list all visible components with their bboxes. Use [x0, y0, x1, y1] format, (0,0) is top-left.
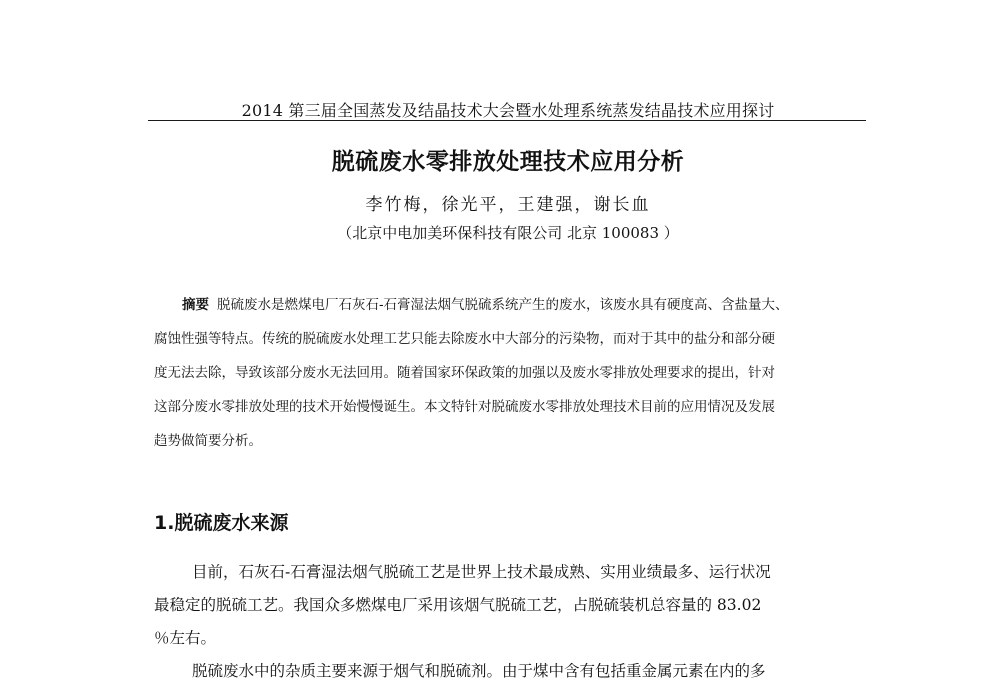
body-line: ％左右。 — [154, 629, 217, 647]
section-body — [154, 556, 862, 688]
header-rule — [148, 120, 866, 121]
section-heading: 1.脱硫废水来源 — [154, 512, 289, 534]
body-line: 脱硫废水中的杂质主要来源于烟气和脱硫剂。由于煤中含有包括重金属元素在内的多 — [192, 662, 766, 680]
body-line: 最稳定的脱硫工艺。我国众多燃煤电厂采用该烟气脱硫工艺，占脱硫装机总容量的 83.02 — [154, 596, 762, 614]
body-line: 目前，石灰石-石膏湿法烟气脱硫工艺是世界上技术最成熟、实用业绩最多、运行状况 — [192, 563, 771, 581]
abstract-line: 度无法去除，导致该部分废水无法回用。随着国家环保政策的加强以及废水零排放处理要求的提出，针对 — [154, 365, 775, 381]
abstract-line: 趋势做简要分析。 — [154, 433, 262, 449]
paper-title: 脱硫废水零排放处理技术应用分析 — [331, 149, 685, 175]
conference-header: 2014 第三届全国蒸发及结晶技术大会暨水处理系统蒸发结晶技术应用探讨 — [241, 101, 775, 120]
paper-affiliation: （北京中电加美环保科技有限公司 北京 100083 ） — [337, 224, 679, 242]
abstract-line — [154, 288, 862, 322]
paper-authors: 李竹梅，徐光平，王建强，谢长血 — [365, 195, 651, 215]
abstract-block — [154, 288, 862, 458]
abstract-line: 这部分废水零排放处理的技术开始慢慢诞生。本文特针对脱硫废水零排放处理技术目前的应用情况及发展 — [154, 399, 775, 415]
abstract-line: 腐蚀性强等特点。传统的脱硫废水处理工艺只能去除废水中大部分的污染物，而对于其中的盐分和部分硬 — [154, 331, 775, 347]
abstract-label: 摘要 — [182, 297, 209, 313]
abstract-text: 脱硫废水是燃煤电厂石灰石-石膏湿法烟气脱硫系统产生的废水，该废水具有硬度高、含盐量大、 — [217, 297, 789, 313]
